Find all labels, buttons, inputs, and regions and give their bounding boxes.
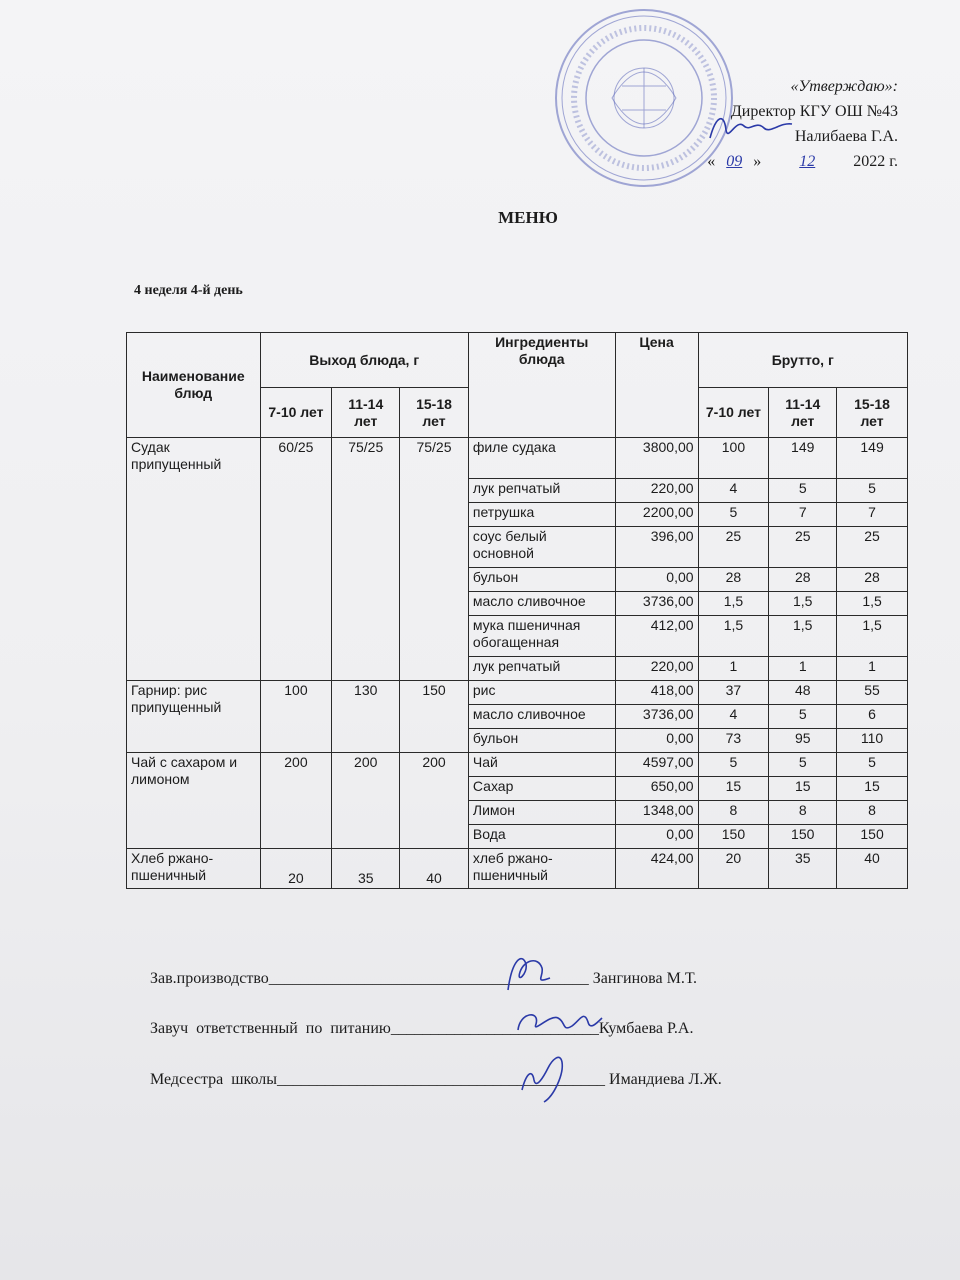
table-row — [127, 438, 908, 479]
ingredient-price: 220,00 — [615, 479, 698, 503]
dish-name: Гарнир: рис припущенный — [127, 681, 261, 753]
signature-role: Медсестра школы — [150, 1071, 278, 1088]
gross-weight-2: 35 — [769, 849, 837, 889]
date-day: 09 — [726, 153, 743, 170]
dish-output-1: 200 — [260, 753, 332, 849]
dish-output-3: 75/25 — [400, 438, 469, 681]
gross-weight-3: 15 — [837, 777, 908, 801]
signature-row-nurse — [150, 1071, 722, 1089]
ingredient-name: Вода — [468, 825, 615, 849]
gross-weight-3: 5 — [837, 753, 908, 777]
signature-role: Завуч ответственный по питанию — [150, 1020, 391, 1037]
dish-output-2: 130 — [332, 681, 400, 753]
gross-weight-3: 7 — [837, 503, 908, 527]
gross-weight-1: 5 — [698, 753, 769, 777]
gross-weight-2: 1 — [769, 657, 837, 681]
gross-weight-1: 1 — [698, 657, 769, 681]
dish-name: Чай с сахаром и лимоном — [127, 753, 261, 849]
approval-date — [707, 149, 898, 174]
gross-weight-3: 6 — [837, 705, 908, 729]
ingredient-price: 424,00 — [615, 849, 698, 889]
approval-position: Директор КГУ ОШ №43 — [730, 103, 898, 120]
dish-output-1: 60/25 — [260, 438, 332, 681]
header-gross-age-1: 7-10 лет — [698, 388, 769, 438]
ingredient-name: лук репчатый — [468, 479, 615, 503]
signature-person: Кумбаева Р.А. — [598, 1020, 694, 1037]
gross-weight-2: 149 — [769, 438, 837, 479]
gross-weight-3: 1,5 — [837, 592, 908, 616]
ingredient-name: соус белый основной — [468, 527, 615, 568]
ingredient-name: Лимон — [468, 801, 615, 825]
gross-weight-3: 110 — [837, 729, 908, 753]
ingredient-name: хлеб ржано-пшеничный — [468, 849, 615, 889]
gross-weight-3: 150 — [837, 825, 908, 849]
ingredient-name: бульон — [468, 729, 615, 753]
gross-weight-2: 1,5 — [769, 592, 837, 616]
header-output-age-3: 15-18 лет — [400, 388, 469, 438]
signature-role: Зав.производство — [150, 970, 269, 987]
dish-output-3: 200 — [400, 753, 469, 849]
gross-weight-1: 37 — [698, 681, 769, 705]
dish-output-3: 40 — [400, 849, 469, 889]
ingredient-price: 220,00 — [615, 657, 698, 681]
gross-weight-2: 8 — [769, 801, 837, 825]
header-output-age-2: 11-14 лет — [332, 388, 400, 438]
header-gross-age-3: 15-18 лет — [837, 388, 908, 438]
gross-weight-1: 4 — [698, 705, 769, 729]
ingredient-price: 3736,00 — [615, 592, 698, 616]
ingredient-name: рис — [468, 681, 615, 705]
ingredient-name: Чай — [468, 753, 615, 777]
nurse-signature — [514, 1046, 570, 1106]
gross-weight-3: 40 — [837, 849, 908, 889]
gross-weight-2: 15 — [769, 777, 837, 801]
menu-table — [126, 332, 908, 889]
signature-row-production — [150, 970, 697, 988]
gross-weight-3: 25 — [837, 527, 908, 568]
gross-weight-3: 28 — [837, 568, 908, 592]
gross-weight-2: 28 — [769, 568, 837, 592]
gross-weight-3: 1,5 — [837, 616, 908, 657]
gross-weight-2: 48 — [769, 681, 837, 705]
ingredient-name: масло сливочное — [468, 705, 615, 729]
dish-output-2: 75/25 — [332, 438, 400, 681]
dish-output-3: 150 — [400, 681, 469, 753]
director-signature — [706, 108, 796, 148]
signature-line: __________________________ — [390, 1020, 599, 1037]
ingredient-price: 418,00 — [615, 681, 698, 705]
gross-weight-1: 25 — [698, 527, 769, 568]
ingredient-price: 0,00 — [615, 568, 698, 592]
gross-weight-1: 73 — [698, 729, 769, 753]
ingredient-name: Сахар — [468, 777, 615, 801]
ingredient-price: 412,00 — [615, 616, 698, 657]
gross-weight-3: 5 — [837, 479, 908, 503]
header-gross: Брутто, г — [698, 333, 907, 388]
signature-person: Зангинова М.Т. — [592, 970, 697, 987]
date-year: 2022 г. — [853, 153, 898, 170]
signature-line: ________________________________________ — [268, 970, 589, 987]
table-row — [127, 753, 908, 777]
dish-name: Судак припущенный — [127, 438, 261, 681]
dish-output-1: 100 — [260, 681, 332, 753]
menu-table-body — [127, 438, 908, 889]
ingredient-price: 4597,00 — [615, 753, 698, 777]
gross-weight-2: 150 — [769, 825, 837, 849]
gross-weight-2: 5 — [769, 753, 837, 777]
ingredient-price: 3736,00 — [615, 705, 698, 729]
gross-weight-1: 100 — [698, 438, 769, 479]
date-quote-close: » — [753, 153, 762, 170]
gross-weight-1: 1,5 — [698, 616, 769, 657]
header-gross-age-2: 11-14 лет — [769, 388, 837, 438]
ingredient-price: 1348,00 — [615, 801, 698, 825]
gross-weight-1: 150 — [698, 825, 769, 849]
ingredient-price: 650,00 — [615, 777, 698, 801]
gross-weight-1: 5 — [698, 503, 769, 527]
dish-name: Хлеб ржано-пшеничный — [127, 849, 261, 889]
gross-weight-2: 5 — [769, 479, 837, 503]
dish-output-1: 20 — [260, 849, 332, 889]
gross-weight-2: 5 — [769, 705, 837, 729]
ingredient-price: 3800,00 — [615, 438, 698, 479]
approval-name: Налибаева Г.А. — [794, 128, 898, 145]
signature-row-deputy — [150, 1020, 693, 1038]
ingredient-price: 0,00 — [615, 729, 698, 753]
dish-output-2: 35 — [332, 849, 400, 889]
gross-weight-3: 149 — [837, 438, 908, 479]
header-output-age-1: 7-10 лет — [260, 388, 332, 438]
production-signature — [498, 950, 558, 996]
gross-weight-1: 28 — [698, 568, 769, 592]
header-output: Выход блюда, г — [260, 333, 468, 388]
document-title: МЕНЮ — [498, 208, 558, 227]
gross-weight-3: 55 — [837, 681, 908, 705]
header-price: Цена — [615, 333, 698, 438]
gross-weight-2: 7 — [769, 503, 837, 527]
header-ingredients: Ингредиенты блюда — [468, 333, 615, 438]
approval-heading: «Утверждаю»: — [790, 78, 898, 95]
document-subtitle: 4 неделя 4-й день — [134, 283, 243, 298]
signature-line: _________________________________________ — [277, 1071, 606, 1088]
signature-person: Имандиева Л.Ж. — [609, 1071, 722, 1088]
gross-weight-2: 1,5 — [769, 616, 837, 657]
ingredient-name: филе судака — [468, 438, 615, 479]
header-name: Наименование блюд — [127, 333, 261, 438]
gross-weight-1: 1,5 — [698, 592, 769, 616]
ingredient-name: петрушка — [468, 503, 615, 527]
ingredient-name: мука пшеничная обогащенная — [468, 616, 615, 657]
dish-output-2: 200 — [332, 753, 400, 849]
gross-weight-3: 1 — [837, 657, 908, 681]
deputy-signature — [510, 1004, 610, 1040]
date-quote-open: « — [707, 153, 716, 170]
gross-weight-2: 95 — [769, 729, 837, 753]
gross-weight-3: 8 — [837, 801, 908, 825]
date-month: 12 — [799, 153, 816, 170]
gross-weight-2: 25 — [769, 527, 837, 568]
ingredient-name: масло сливочное — [468, 592, 615, 616]
gross-weight-1: 8 — [698, 801, 769, 825]
ingredient-price: 0,00 — [615, 825, 698, 849]
ingredient-price: 2200,00 — [615, 503, 698, 527]
ingredient-price: 396,00 — [615, 527, 698, 568]
gross-weight-1: 4 — [698, 479, 769, 503]
ingredient-name: лук репчатый — [468, 657, 615, 681]
ingredient-name: бульон — [468, 568, 615, 592]
table-row — [127, 681, 908, 705]
gross-weight-1: 15 — [698, 777, 769, 801]
table-row — [127, 849, 908, 889]
gross-weight-1: 20 — [698, 849, 769, 889]
